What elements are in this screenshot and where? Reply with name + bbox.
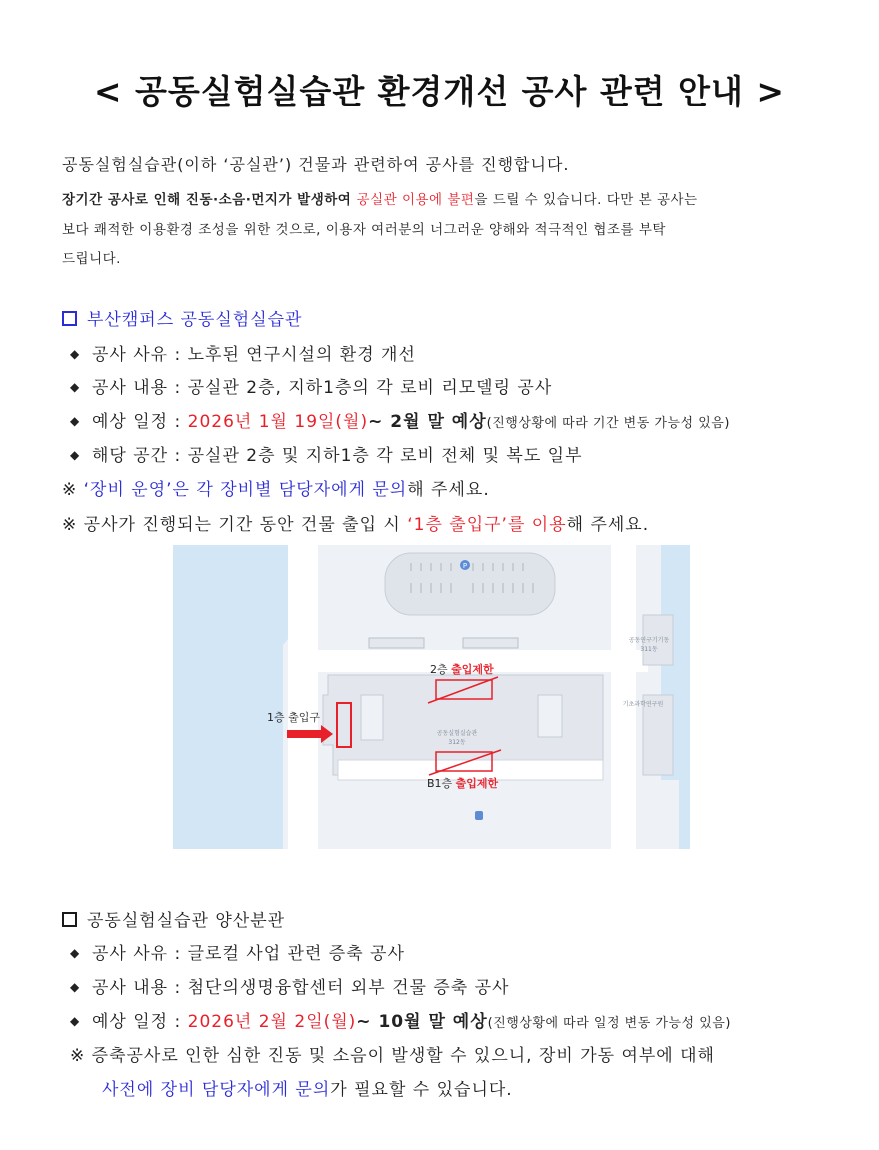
list-item-yangsan-reason: ◆ 공사 사유 : 글로컬 사업 관련 증축 공사 bbox=[70, 944, 405, 964]
svg-text:B1층 출입제한: B1층 출입제한 bbox=[427, 777, 499, 790]
svg-text:공동실험실습관: 공동실험실습관 bbox=[436, 730, 478, 737]
svg-text:311동: 311동 bbox=[640, 646, 658, 653]
busan-note-equipment: ※ ‘장비 운영’은 각 장비별 담당자에게 문의해 주세요. bbox=[62, 480, 490, 500]
diamond-bullet-icon: ◆ bbox=[70, 380, 81, 394]
list-item-busan-schedule: ◆ 예상 일정 : 2026년 1월 19일(월)~ 2월 말 예상(진행상황에 따라 기간 변동 가능성 있음) bbox=[70, 412, 730, 432]
list-item-busan-space: ◆ 해당 공간 : 공실관 2층 및 지하1층 각 로비 전체 및 복도 일부 bbox=[70, 446, 583, 466]
intro-line-1: 공동실험실습관(이하 ‘공실관’) 건물과 관련하여 공사를 진행합니다. bbox=[62, 155, 570, 174]
list-item-busan-reason: ◆ 공사 사유 : 노후된 연구시설의 환경 개선 bbox=[70, 345, 416, 365]
svg-text:P: P bbox=[462, 562, 468, 570]
checkbox-icon bbox=[62, 311, 77, 326]
list-item-yangsan-content: ◆ 공사 내용 : 첨단의생명융합센터 외부 건물 증축 공사 bbox=[70, 978, 510, 998]
page-title: < 공동실험실습관 환경개선 공사 관련 안내 > bbox=[93, 72, 786, 111]
list-item-busan-content: ◆ 공사 내용 : 공실관 2층, 지하1층의 각 로비 리모델링 공사 bbox=[70, 378, 553, 398]
list-item-yangsan-schedule: ◆ 예상 일정 : 2026년 2월 2일(월)~ 10월 말 예상(진행상황에 따라 일정 변동 가능성 있음) bbox=[70, 1012, 731, 1032]
bus-stop-icon bbox=[475, 811, 483, 820]
campus-map bbox=[173, 545, 690, 849]
yangsan-note-line-1: ※ 증축공사로 인한 심한 진동 및 소음이 발생할 수 있으니, 장비 가동 여부에 대해 bbox=[70, 1046, 715, 1066]
svg-text:312동: 312동 bbox=[448, 739, 466, 746]
svg-text:1층 출입구: 1층 출입구 bbox=[267, 711, 320, 724]
diamond-bullet-icon: ◆ bbox=[70, 414, 81, 428]
diamond-bullet-icon: ◆ bbox=[70, 980, 81, 994]
yangsan-note-line-2: 사전에 장비 담당자에게 문의가 필요할 수 있습니다. bbox=[102, 1080, 513, 1100]
checkbox-icon bbox=[62, 912, 77, 927]
diamond-bullet-icon: ◆ bbox=[70, 347, 81, 361]
section-heading-yangsan: 공동실험실습관 양산분관 bbox=[62, 906, 285, 931]
svg-text:공동연구기기동: 공동연구기기동 bbox=[628, 637, 670, 644]
intro-line-3: 보다 쾌적한 이용환경 조성을 위한 것으로, 이용자 여러분의 너그러운 양해와 적극적인 협조를 부탁 bbox=[62, 222, 666, 238]
diamond-bullet-icon: ◆ bbox=[70, 448, 81, 462]
reference-mark-icon: ※ bbox=[62, 480, 84, 500]
diamond-bullet-icon: ◆ bbox=[70, 946, 81, 960]
svg-text:기초과학연구원: 기초과학연구원 bbox=[622, 701, 664, 708]
intro-line-2: 장기간 공사로 인해 진동·소음·먼지가 발생하여 공실관 이용에 불편을 드릴 수 있습니다. 다만 본 공사는 bbox=[62, 192, 698, 208]
svg-text:2층 출입제한: 2층 출입제한 bbox=[430, 663, 494, 676]
diamond-bullet-icon: ◆ bbox=[70, 1014, 81, 1028]
busan-note-entrance: ※ 공사가 진행되는 기간 동안 건물 출입 시 ‘1층 출입구’를 이용해 주세요. bbox=[62, 515, 650, 535]
intro-line-4: 드립니다. bbox=[62, 251, 121, 267]
section-heading-busan: 부산캠퍼스 공동실험실습관 bbox=[62, 305, 302, 330]
